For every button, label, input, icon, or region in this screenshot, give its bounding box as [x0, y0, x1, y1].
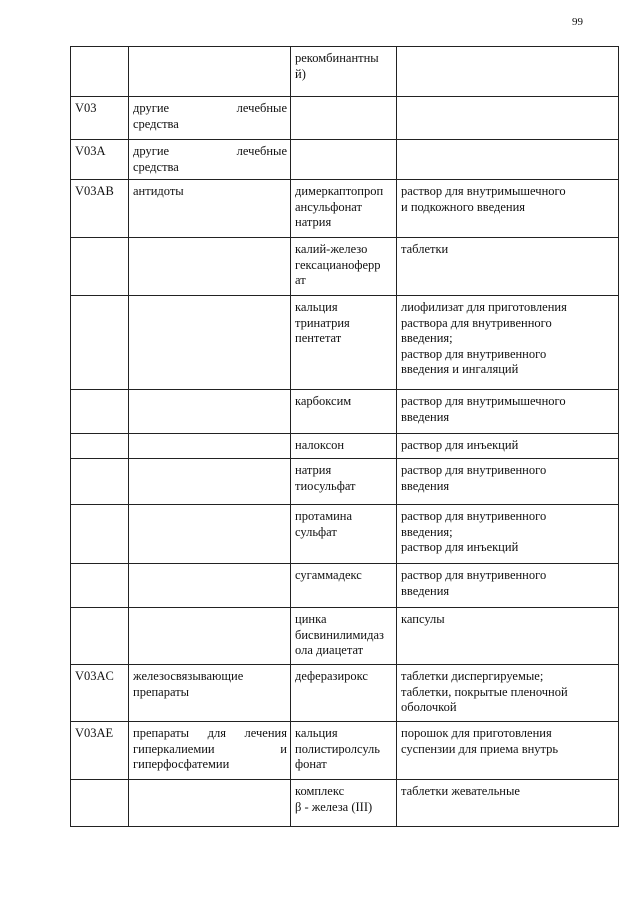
- anatomical-group-cell: [129, 97, 291, 140]
- medicine-name-text: деферазирокс: [295, 669, 368, 683]
- medicine-name-cell: [291, 140, 397, 180]
- atc-code-text: V03AB: [75, 184, 114, 198]
- table-row: [71, 238, 619, 296]
- table-row: [71, 722, 619, 780]
- medicine-name-cell: [291, 780, 397, 827]
- atc-code-cell: [71, 296, 129, 390]
- anatomical-group-cell: [129, 564, 291, 608]
- medicine-name-text: димеркаптопроп ансульфонат натрия: [295, 184, 384, 229]
- medicine-name-text: сугаммадекс: [295, 568, 362, 582]
- anatomical-group-cell: [129, 140, 291, 180]
- dosage-forms-text: лиофилизат для приготовления раствора для внутривенного введения; раствор для внутривенного введения и ингаляций: [401, 300, 567, 376]
- dosage-forms-text: раствор для внутримышечного и подкожного введения: [401, 184, 566, 214]
- anatomical-group-cell: [129, 47, 291, 97]
- dosage-forms-text: раствор для внутримышечного введения: [401, 394, 566, 424]
- anatomical-group-cell: [129, 459, 291, 505]
- dosage-forms-cell: [397, 665, 619, 722]
- atc-code-text: V03A: [75, 144, 106, 158]
- anatomical-group-cell: [129, 180, 291, 238]
- table-row: [71, 459, 619, 505]
- atc-code-cell: [71, 665, 129, 722]
- medicine-name-text: комплекс β - железа (III): [295, 784, 373, 814]
- dosage-forms-text: таблетки жевательные: [401, 784, 520, 798]
- medicine-name-cell: [291, 434, 397, 459]
- dosage-forms-text: раствор для внутривенного введения; раствор для инъекций: [401, 509, 547, 554]
- dosage-forms-cell: [397, 238, 619, 296]
- medicine-name-cell: [291, 97, 397, 140]
- dosage-forms-cell: [397, 140, 619, 180]
- medicine-name-text: калий-железо гексацианоферр ат: [295, 242, 381, 287]
- atc-code-cell: [71, 97, 129, 140]
- table-row: [71, 505, 619, 564]
- table-row: [71, 390, 619, 434]
- atc-code-text: V03: [75, 101, 97, 115]
- dosage-forms-cell: [397, 180, 619, 238]
- dosage-forms-cell: [397, 47, 619, 97]
- anatomical-group-cell: [129, 390, 291, 434]
- atc-code-cell: [71, 722, 129, 780]
- dosage-forms-cell: [397, 390, 619, 434]
- table-row: [71, 180, 619, 238]
- atc-code-cell: [71, 238, 129, 296]
- medicine-name-cell: [291, 665, 397, 722]
- dosage-forms-text: раствор для внутривенного введения: [401, 568, 547, 598]
- anatomical-group-text: другие лечебные средства: [133, 144, 287, 174]
- medicine-name-cell: [291, 238, 397, 296]
- dosage-forms-cell: [397, 564, 619, 608]
- table-row: [71, 140, 619, 180]
- medicine-name-text: кальция тринатрия пентетат: [295, 300, 350, 345]
- table-body: [71, 47, 619, 827]
- dosage-forms-text: раствор для инъекций: [401, 438, 519, 452]
- anatomical-group-cell: [129, 608, 291, 665]
- medicine-name-cell: [291, 722, 397, 780]
- table-row: [71, 780, 619, 827]
- page-number: 99: [572, 16, 583, 28]
- dosage-forms-cell: [397, 434, 619, 459]
- medicine-name-cell: [291, 390, 397, 434]
- anatomical-group-text: антидоты: [133, 184, 184, 198]
- medicine-name-cell: [291, 459, 397, 505]
- anatomical-group-cell: [129, 780, 291, 827]
- table-row: [71, 564, 619, 608]
- medicine-name-cell: [291, 608, 397, 665]
- anatomical-group-cell: [129, 665, 291, 722]
- anatomical-group-text: железосвязывающие препараты: [133, 669, 244, 699]
- medicine-name-text: протамина сульфат: [295, 509, 353, 539]
- dosage-forms-text: раствор для внутривенного введения: [401, 463, 547, 493]
- medicine-name-cell: [291, 296, 397, 390]
- table-row: [71, 665, 619, 722]
- table-row: [71, 296, 619, 390]
- dosage-forms-cell: [397, 505, 619, 564]
- table-row: [71, 608, 619, 665]
- atc-code-cell: [71, 47, 129, 97]
- atc-code-cell: [71, 505, 129, 564]
- medicine-name-text: кальция полистиролсуль фонат: [295, 726, 380, 771]
- atc-code-text: V03AC: [75, 669, 114, 683]
- atc-code-cell: [71, 780, 129, 827]
- atc-code-cell: [71, 608, 129, 665]
- atc-code-text: V03AE: [75, 726, 114, 740]
- table-row: [71, 97, 619, 140]
- dosage-forms-text: капсулы: [401, 612, 445, 626]
- medicine-name-text: цинка бисвинилимидаз ола диацетат: [295, 612, 384, 657]
- dosage-forms-cell: [397, 296, 619, 390]
- dosage-forms-text: таблетки: [401, 242, 449, 256]
- medicine-name-cell: [291, 505, 397, 564]
- dosage-forms-cell: [397, 459, 619, 505]
- atc-code-cell: [71, 180, 129, 238]
- medication-table: [70, 46, 619, 827]
- dosage-forms-text: порошок для приготовления суспензии для приема внутрь: [401, 726, 559, 756]
- medicine-name-text: натрия тиосульфат: [295, 463, 356, 493]
- anatomical-group-text: другие лечебные средства: [133, 101, 287, 131]
- anatomical-group-cell: [129, 505, 291, 564]
- atc-code-cell: [71, 564, 129, 608]
- medicine-name-cell: [291, 47, 397, 97]
- atc-code-cell: [71, 390, 129, 434]
- medicine-name-text: рекомбинантны й): [295, 51, 379, 81]
- dosage-forms-cell: [397, 608, 619, 665]
- atc-code-cell: [71, 459, 129, 505]
- anatomical-group-text: препараты для лечения гиперкалиемии и гиперфосфатемии: [133, 726, 287, 771]
- atc-code-cell: [71, 434, 129, 459]
- table-row: [71, 434, 619, 459]
- anatomical-group-cell: [129, 296, 291, 390]
- dosage-forms-text: таблетки диспергируемые; таблетки, покрытые пленочной оболочкой: [401, 669, 568, 714]
- anatomical-group-cell: [129, 722, 291, 780]
- medicine-name-text: карбоксим: [295, 394, 352, 408]
- anatomical-group-cell: [129, 434, 291, 459]
- anatomical-group-cell: [129, 238, 291, 296]
- medicine-name-text: налоксон: [295, 438, 345, 452]
- dosage-forms-cell: [397, 780, 619, 827]
- dosage-forms-cell: [397, 97, 619, 140]
- medicine-name-cell: [291, 564, 397, 608]
- medicine-name-cell: [291, 180, 397, 238]
- table-row: [71, 47, 619, 97]
- atc-code-cell: [71, 140, 129, 180]
- dosage-forms-cell: [397, 722, 619, 780]
